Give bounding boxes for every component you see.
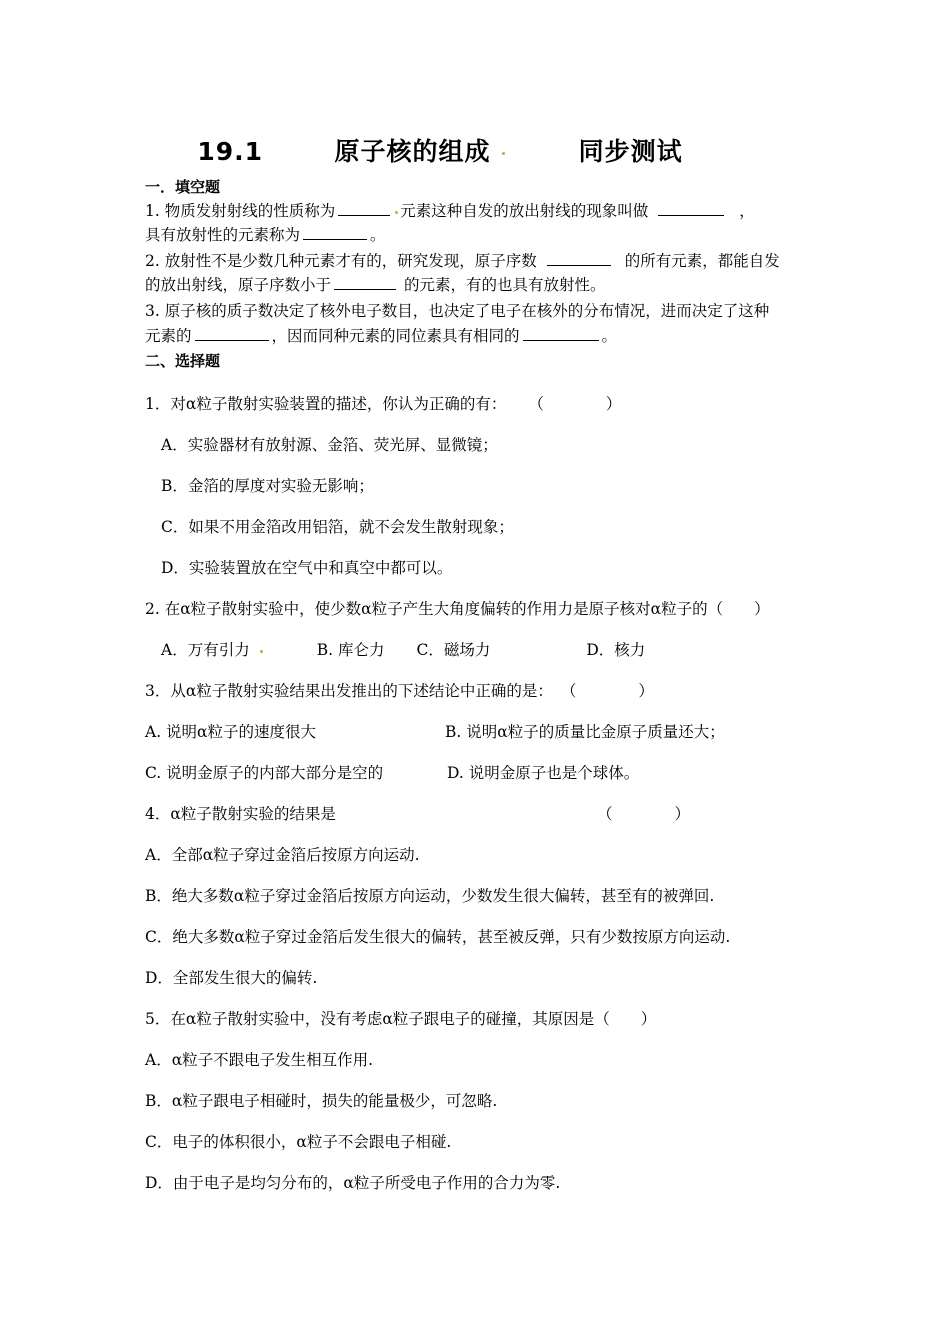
choice-2-option-a: A．万有引力	[161, 641, 250, 659]
fill-question-1-line-1: 1. 物质发射射线的性质称为 元素这种自发的放出射线的现象叫做 ，	[145, 202, 755, 220]
fill-question-3-line-1: 3. 原子核的质子数决定了核外电子数目，也决定了电子在核外的分布情况，进而决定了这种	[145, 302, 770, 320]
answer-blank[interactable]	[338, 200, 390, 216]
choice-4-option-c: C．绝大多数α粒子穿过金箔后发生很大的偏转，甚至被反弹，只有少数按原方向运动.	[145, 928, 731, 946]
answer-blank[interactable]	[547, 250, 611, 266]
choice-4-option-a: A．全部α粒子穿过金箔后按原方向运动.	[145, 846, 420, 864]
fill-question-2-line-2: 的放出射线，原子序数小于 的元素，有的也具有放射性。	[145, 276, 606, 294]
choice-2-option-d: D．核力	[586, 641, 646, 659]
fill-question-3-line-2: 元素的 ，因而同种元素的同位素具有相同的 。	[145, 327, 618, 345]
answer-blank[interactable]	[334, 274, 396, 290]
choice-3-option-b: B. 说明α粒子的质量比金原子质量还大；	[445, 723, 725, 741]
title-number: 19.1	[197, 137, 264, 166]
choice-2-option-c: C．磁场力	[416, 641, 491, 659]
choice-3-option-d: D. 说明金原子也是个球体。	[447, 764, 640, 782]
choice-question-2: 2. 在α粒子散射实验中，使少数α粒子产生大角度偏转的作用力是原子核对α粒子的（ ）	[145, 600, 770, 618]
answer-blank[interactable]	[303, 224, 367, 240]
answer-blank[interactable]	[523, 325, 599, 341]
ink-dot	[502, 152, 505, 155]
choice-question-4: 4．α粒子散射实验的结果是	[145, 805, 336, 823]
choice-2-options	[161, 639, 645, 661]
choice-4-paren: （ ）	[597, 805, 691, 823]
choice-question-1: 1．对α粒子散射实验装置的描述，你认为正确的有： （ ）	[145, 395, 622, 413]
choice-1-option-b: B．金箔的厚度对实验无影响；	[161, 477, 374, 495]
answer-blank[interactable]	[658, 200, 724, 216]
choice-5-option-a: A．α粒子不跟电子发生相互作用.	[145, 1051, 374, 1069]
title-topic: 原子核的组成	[334, 137, 491, 166]
choice-4-option-d: D．全部发生很大的偏转.	[145, 969, 318, 987]
page-title	[0, 132, 880, 168]
choice-question-3: 3．从α粒子散射实验结果出发推出的下述结论中正确的是： （ ）	[145, 682, 654, 700]
fill-question-2-line-1: 2. 放射性不是少数几种元素才有的，研究发现，原子序数 的所有元素，都能自发	[145, 252, 780, 270]
choice-2-option-b: B. 库仑力	[316, 641, 385, 659]
section-heading-choice: 二、选择题	[145, 352, 221, 370]
choice-5-option-d: D．由于电子是均匀分布的，α粒子所受电子作用的合力为零.	[145, 1174, 561, 1192]
choice-3-option-c: C. 说明金原子的内部大部分是空的	[145, 764, 384, 782]
choice-1-option-d: D．实验装置放在空气中和真空中都可以。	[161, 559, 453, 577]
section-heading-fill: 一．填空题	[145, 178, 221, 196]
choice-4-option-b: B．绝大多数α粒子穿过金箔后按原方向运动，少数发生很大偏转，甚至有的被弹回.	[145, 887, 715, 905]
choice-5-option-b: B．α粒子跟电子相碰时，损失的能量极少，可忽略.	[145, 1092, 498, 1110]
title-subtitle: 同步测试	[578, 137, 683, 166]
choice-5-option-c: C．电子的体积很小，α粒子不会跟电子相碰.	[145, 1133, 452, 1151]
choice-question-5: 5．在α粒子散射实验中，没有考虑α粒子跟电子的碰撞，其原因是（ ）	[145, 1010, 657, 1028]
choice-1-option-c: C．如果不用金箔改用铝箔，就不会发生散射现象；	[161, 518, 514, 536]
choice-3-option-a: A. 说明α粒子的速度很大	[145, 723, 317, 741]
fill-question-1-line-2: 具有放射性的元素称为 。	[145, 226, 386, 244]
choice-1-option-a: A．实验器材有放射源、金箔、荧光屏、显微镜；	[161, 436, 498, 454]
answer-blank[interactable]	[195, 325, 269, 341]
